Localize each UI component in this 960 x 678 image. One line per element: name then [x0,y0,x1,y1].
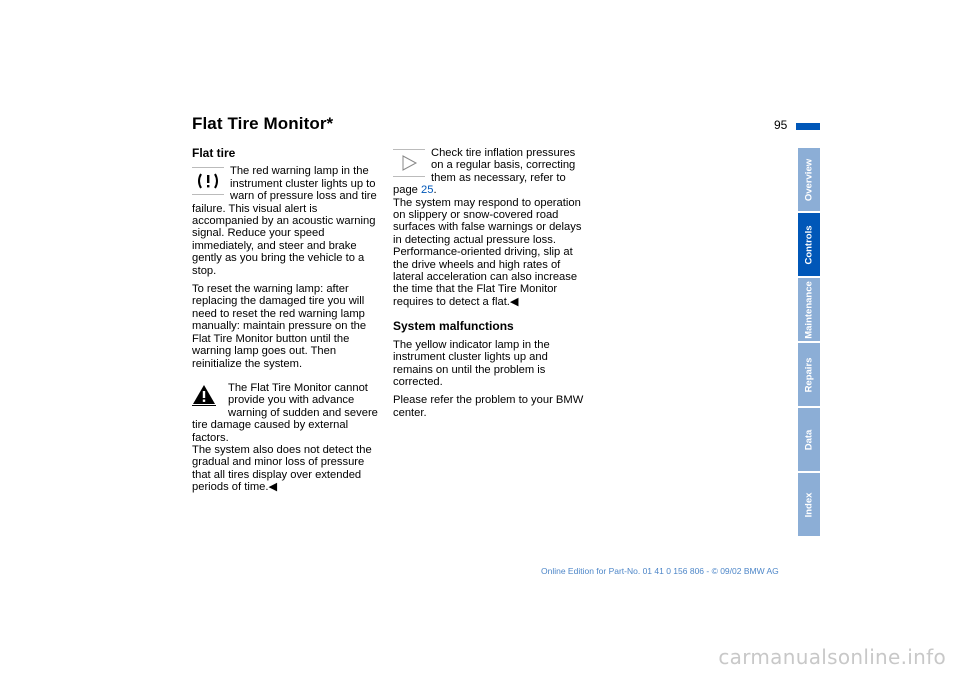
section-tabs [798,148,820,538]
flat-tire-paragraph-2: To reset the warning lamp: after replacing the damaged tire you will need to reset the red warning lamp manually: maintain pressure on the Flat Tire Monitor button until the warning lamp goes out. Then reinitialize the system. [192,283,367,370]
note-arrow-icon [393,149,425,177]
footer-edition-text: Online Edition for Part-No. 01 41 0 156 806 - © 09/02 BMW AG [541,566,779,576]
page-number-bar [796,123,820,130]
caution-triangle-icon [192,384,216,408]
note-text-1-end: . [433,184,437,197]
tab-maintenance-label: Maintenance [803,280,815,339]
tab-overview[interactable] [798,148,820,211]
tab-repairs-label: Repairs [803,357,815,392]
tab-overview-label: Overview [803,158,815,201]
section-heading-system-malfunctions: System malfunctions [393,319,514,334]
tire-pressure-warning-icon [192,167,224,195]
malfunction-paragraph-1: The yellow indicator lamp in the instrument cluster lights up and remains on until the problem is corrected. [393,338,550,388]
tab-maintenance[interactable] [798,278,820,341]
section-heading-flat-tire: Flat tire [192,146,236,160]
page-title: Flat Tire Monitor* [192,114,334,133]
tab-index[interactable] [798,473,820,536]
left-column [192,147,384,494]
note-paragraph-3: Performance-oriented driving, slip at the drive wheels and high rates of lateral acceleration can also increase the time that the Flat Tire Monitor requires to detect a flat.◀ [393,246,578,308]
malfunction-paragraph-2: Please refer the problem to your BMW center. [393,394,584,419]
note-paragraph-2: The system may respond to operation on slippery or snow-covered road surfaces with false warnings or delays in detecting actual pressure loss. [393,196,582,246]
tab-index-label: Index [803,492,815,517]
right-column [393,147,585,419]
tab-controls[interactable] [798,213,820,276]
page-number: 95 [774,118,788,132]
flat-tire-paragraph-1: The red warning lamp in the instrument cluster lights up to warn of pressure loss and tire failure. This visual alert is accompanied by an acoustic warning signal. Reduce your speed immediately, and steer and brake gently as you bring the vehicle to a stop. [192,165,377,277]
watermark: carmanualsonline.info [718,645,946,669]
warning-paragraph-1: The Flat Tire Monitor cannot provide you with advance warning of sudden and severe tire damage caused by external factors. [192,381,378,444]
warning-paragraph-2: The system also does not detect the gradual and minor loss of pressure that all tires display over extended periods of time.◀ [192,443,372,494]
page-reference-link[interactable]: 25 [421,184,434,197]
tab-repairs[interactable] [798,343,820,406]
tab-data-label: Data [803,429,815,450]
tab-data[interactable] [798,408,820,471]
note-text-1: Check tire inflation pressures on a regular basis, correcting them as necessary, refer to page [393,147,576,197]
tab-controls-label: Controls [803,224,815,265]
